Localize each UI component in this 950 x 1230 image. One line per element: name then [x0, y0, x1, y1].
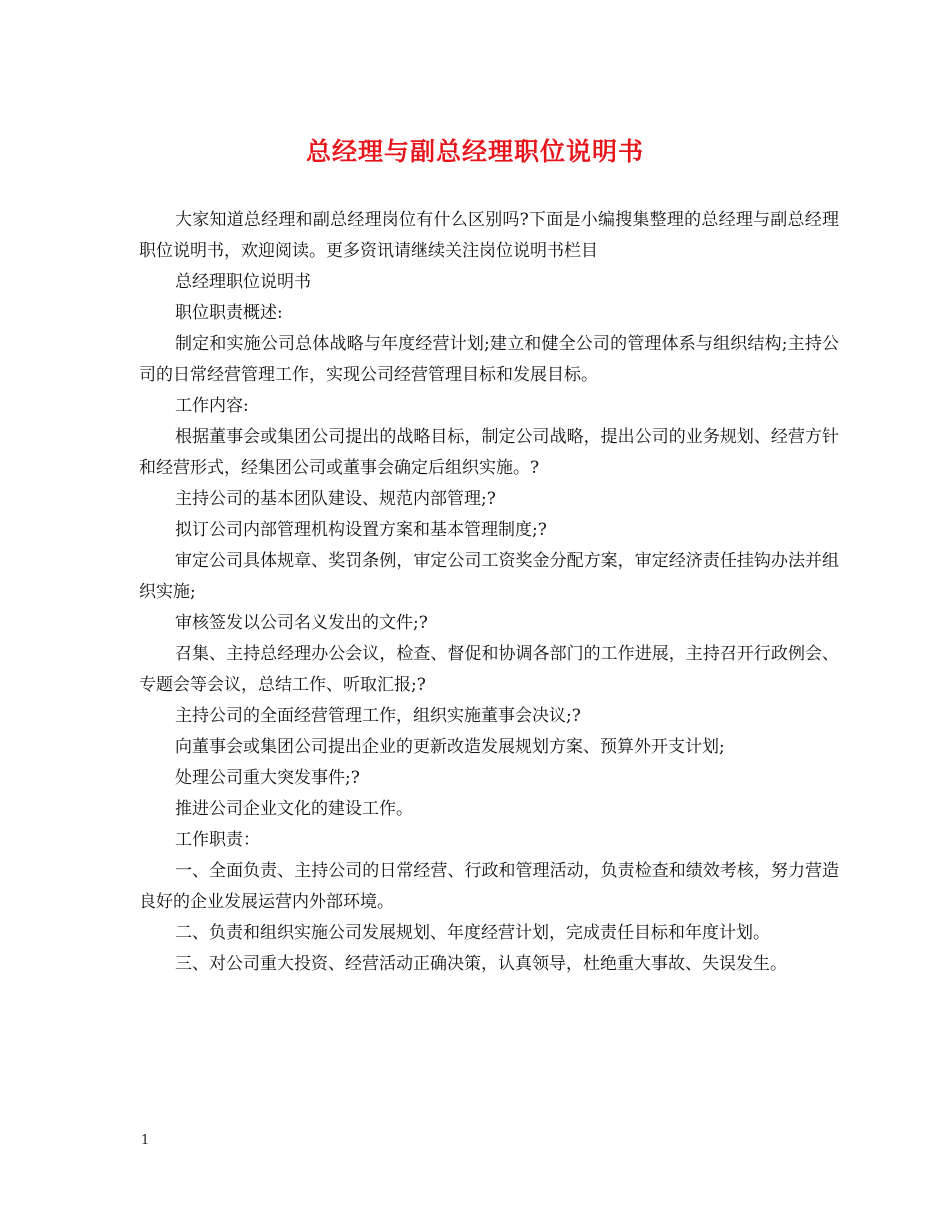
paragraph-item: 主持公司的全面经营管理工作，组织实施董事会决议;? — [175, 706, 581, 726]
paragraph-duties-label: 工作职责： — [175, 830, 260, 850]
paragraph-item: 处理公司重大突发事件;? — [175, 768, 360, 788]
paragraph-item: 拟订公司内部管理机构设置方案和基本管理制度;? — [175, 520, 547, 540]
document-body — [139, 205, 839, 980]
paragraph-item: 审核签发以公司名义发出的文件;? — [175, 613, 428, 633]
paragraph-duty: 二、负责和组织实施公司发展规划、年度经营计划，完成责任目标和年度计划。 — [175, 923, 770, 943]
paragraph-section-heading: 总经理职位说明书 — [175, 272, 311, 292]
paragraph-overview-label: 职位职责概述: — [175, 303, 283, 323]
paragraph-item: 向董事会或集团公司提出企业的更新改造发展规划方案、预算外开支计划; — [175, 737, 725, 757]
paragraph-item: 根据董事会或集团公司提出的战略目标，制定公司战略，提出公司的业务规划、经营方针和经营形式，经集团公司或董事会确定后组织实施。? — [139, 427, 839, 478]
paragraph-item: 审定公司具体规章、奖罚条例，审定公司工资奖金分配方案，审定经济责任挂钩办法并组织实施; — [139, 551, 839, 602]
paragraph-content-label: 工作内容: — [175, 396, 249, 416]
page-number: 1 — [141, 1133, 150, 1148]
paragraph-intro: 大家知道总经理和副总经理岗位有什么区别吗?下面是小编搜集整理的总经理与副总经理职位说明书，欢迎阅读。更多资讯请继续关注岗位说明书栏目 — [139, 210, 839, 261]
paragraph-duty: 一、全面负责、主持公司的日常经营、行政和管理活动，负责检查和绩效考核，努力营造良好的企业发展运营内外部环境。 — [139, 861, 839, 912]
paragraph-item: 召集、主持总经理办公会议，检查、督促和协调各部门的工作进展，主持召开行政例会、专题会等会议，总结工作、听取汇报;? — [139, 644, 839, 695]
paragraph-overview: 制定和实施公司总体战略与年度经营计划;建立和健全公司的管理体系与组织结构;主持公司的日常经营管理工作，实现公司经营管理目标和发展目标。 — [139, 334, 839, 385]
document-title: 总经理与副总经理职位说明书 — [305, 137, 644, 166]
paragraph-duty: 三、对公司重大投资、经营活动正确决策，认真领导，杜绝重大事故、失误发生。 — [175, 954, 787, 974]
paragraph-item: 主持公司的基本团队建设、规范内部管理;? — [175, 489, 496, 509]
paragraph-item: 推进公司企业文化的建设工作。 — [175, 799, 413, 819]
